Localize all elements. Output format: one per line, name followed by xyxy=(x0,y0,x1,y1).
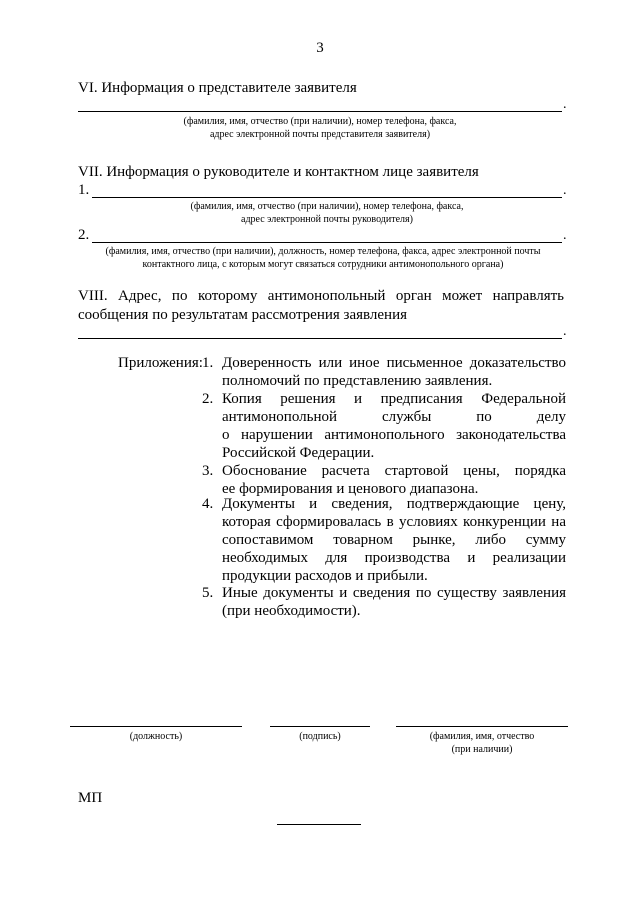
section-vi-line-end: . xyxy=(563,97,567,112)
attachment-line: полномочий по представлению заявления. xyxy=(222,373,493,389)
position-caption: (должность) xyxy=(129,731,183,742)
attachment-line: продукции расходов и прибыли. xyxy=(222,568,428,584)
name-caption-line: (фамилия, имя, отчество xyxy=(429,731,535,742)
attachment-number: 2. xyxy=(202,391,214,407)
caption-line: (фамилия, имя, отчество (при наличии), номер телефона, факса, xyxy=(190,201,464,212)
section-viii-fill-line xyxy=(78,338,562,339)
section-vi-heading: VI. Информация о представителе заявителя xyxy=(78,80,357,96)
attachment-text xyxy=(222,584,566,620)
section-viii-heading-line2: сообщения по результатам рассмотрения заявления xyxy=(78,307,408,323)
attachment-text xyxy=(222,354,566,390)
section-vii-item2-number: 2. xyxy=(78,227,90,243)
attachment-item-1 xyxy=(202,354,566,390)
section-viii-heading-line1: VIII. Адрес, по которому антимонопольный орган может направлять xyxy=(78,288,564,304)
name-caption-line: (при наличии) xyxy=(451,744,513,755)
attachments-label: Приложения: xyxy=(118,355,203,371)
section-vii-item1-fill-line xyxy=(92,197,562,198)
attachment-number: 3. xyxy=(202,463,214,479)
attachment-line: которая сформировалась в условиях конкуренции на xyxy=(222,514,566,530)
caption-line: контактного лица, с которым могут связаться сотрудники антимонопольного органа) xyxy=(142,259,504,270)
stamp-label: МП xyxy=(78,790,103,806)
caption-line: (фамилия, имя, отчество (при наличии), номер телефона, факса, xyxy=(183,116,457,127)
name-caption xyxy=(396,730,568,756)
attachment-item-4 xyxy=(202,495,566,585)
name-fill-line xyxy=(396,726,568,727)
attachment-text xyxy=(222,495,566,585)
attachment-line: сопоставимом товарном рынке, либо сумму xyxy=(222,532,566,548)
attachment-line: о нарушении антимонопольного законодательства xyxy=(222,427,566,443)
attachment-number: 4. xyxy=(202,496,214,512)
caption-line: (фамилия, имя, отчество (при наличии), должность, номер телефона, факса, адрес электронной почты xyxy=(105,246,541,257)
page-number: 3 xyxy=(316,40,324,56)
attachment-item-3 xyxy=(202,462,566,498)
attachment-line: Российской Федерации. xyxy=(222,445,375,461)
section-vii-item1-line-end: . xyxy=(563,183,567,198)
attachment-line: необходимых для производства и реализации xyxy=(222,550,566,566)
attachment-text xyxy=(222,390,566,462)
attachment-line: Обоснование расчета стартовой цены, порядка xyxy=(222,463,566,479)
attachment-item-5 xyxy=(202,584,566,620)
footer-separator xyxy=(277,824,361,825)
attachment-line: Документы и сведения, подтверждающие цену, xyxy=(222,496,566,512)
attachment-line: Иные документы и сведения по существу заявления xyxy=(222,585,566,601)
caption-line: адрес электронной почты руководителя) xyxy=(241,214,413,225)
section-vi-caption xyxy=(78,115,562,141)
section-vii-item2-line-end: . xyxy=(563,228,567,243)
attachment-item-2 xyxy=(202,390,566,462)
section-vii-item2-fill-line xyxy=(92,242,562,243)
attachment-text xyxy=(222,462,566,498)
attachment-line: (при необходимости). xyxy=(222,603,361,619)
section-vii-item1-caption xyxy=(92,200,562,226)
attachment-line: Копия решения и предписания Федеральной xyxy=(222,391,566,407)
attachment-number: 1. xyxy=(202,355,214,371)
attachment-number: 5. xyxy=(202,585,214,601)
attachment-line: Доверенность или иное письменное доказательство xyxy=(222,355,566,371)
attachment-line: ее формирования и ценового диапазона. xyxy=(222,481,479,497)
attachment-line: антимонопольной службы по делу xyxy=(222,409,566,425)
section-vii-item1-number: 1. xyxy=(78,182,90,198)
caption-line: адрес электронной почты представителя заявителя) xyxy=(209,129,431,140)
section-vii-item2-caption xyxy=(78,245,568,271)
section-vi-fill-line xyxy=(78,111,562,112)
signature-fill-line xyxy=(270,726,370,727)
signature-caption: (подпись) xyxy=(299,731,341,742)
section-vii-heading: VII. Информация о руководителе и контактном лице заявителя xyxy=(78,164,479,180)
position-fill-line xyxy=(70,726,242,727)
section-viii-line-end: . xyxy=(563,324,567,339)
